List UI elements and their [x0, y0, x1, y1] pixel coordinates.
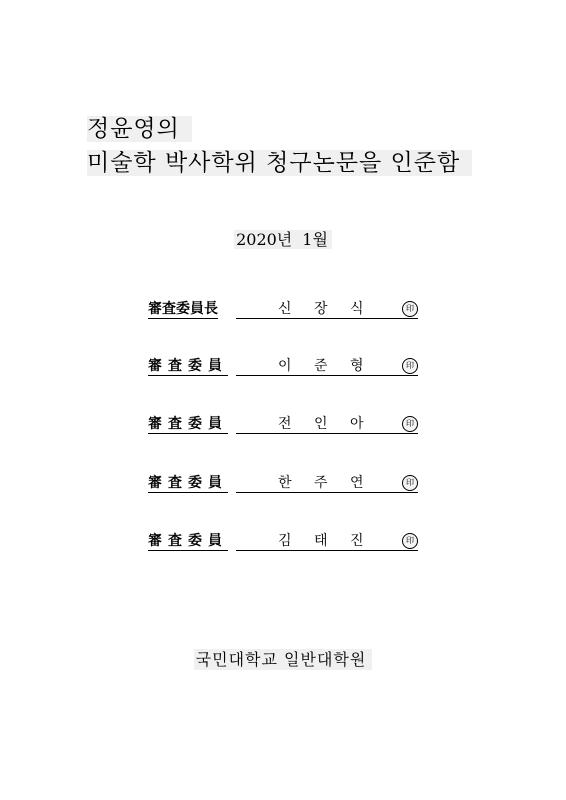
approval-title: 미술학 박사학위 청구논문을 인준함 — [87, 150, 472, 176]
date-month: 1월 — [302, 230, 328, 249]
committee-row-member — [148, 414, 418, 434]
institution-label: 국민대학교 일반대학원 — [194, 649, 373, 670]
approval-date — [0, 232, 566, 248]
title-line-2 — [87, 152, 472, 175]
committee-role: 審査委員 — [148, 416, 228, 432]
committee-role: 審査委員 — [148, 358, 228, 374]
committee-row-chair — [148, 299, 418, 319]
committee-role: 審査委員 — [148, 475, 228, 491]
committee-row-member — [148, 356, 418, 376]
committee-member-name: 한 주 연 — [278, 475, 373, 491]
seal-icon: 印 — [402, 416, 418, 432]
seal-icon: 印 — [402, 475, 418, 491]
committee-role: 審査委員 — [148, 533, 228, 549]
institution-name — [0, 652, 566, 668]
committee-role: 審査委員長 — [148, 301, 218, 317]
title-line-1 — [87, 118, 192, 141]
committee-member-name: 전 인 아 — [278, 416, 373, 432]
committee-row-member — [148, 531, 418, 551]
author-title: 정윤영의 — [87, 116, 192, 142]
committee-member-name: 김 태 진 — [278, 533, 373, 549]
seal-icon: 印 — [402, 301, 418, 317]
committee-member-name: 이 준 형 — [278, 358, 373, 374]
seal-icon: 印 — [402, 533, 418, 549]
seal-icon: 印 — [402, 358, 418, 374]
date-year: 2020년 — [236, 230, 293, 249]
committee-member-name: 신 장 식 — [278, 301, 373, 317]
committee-row-member — [148, 473, 418, 493]
